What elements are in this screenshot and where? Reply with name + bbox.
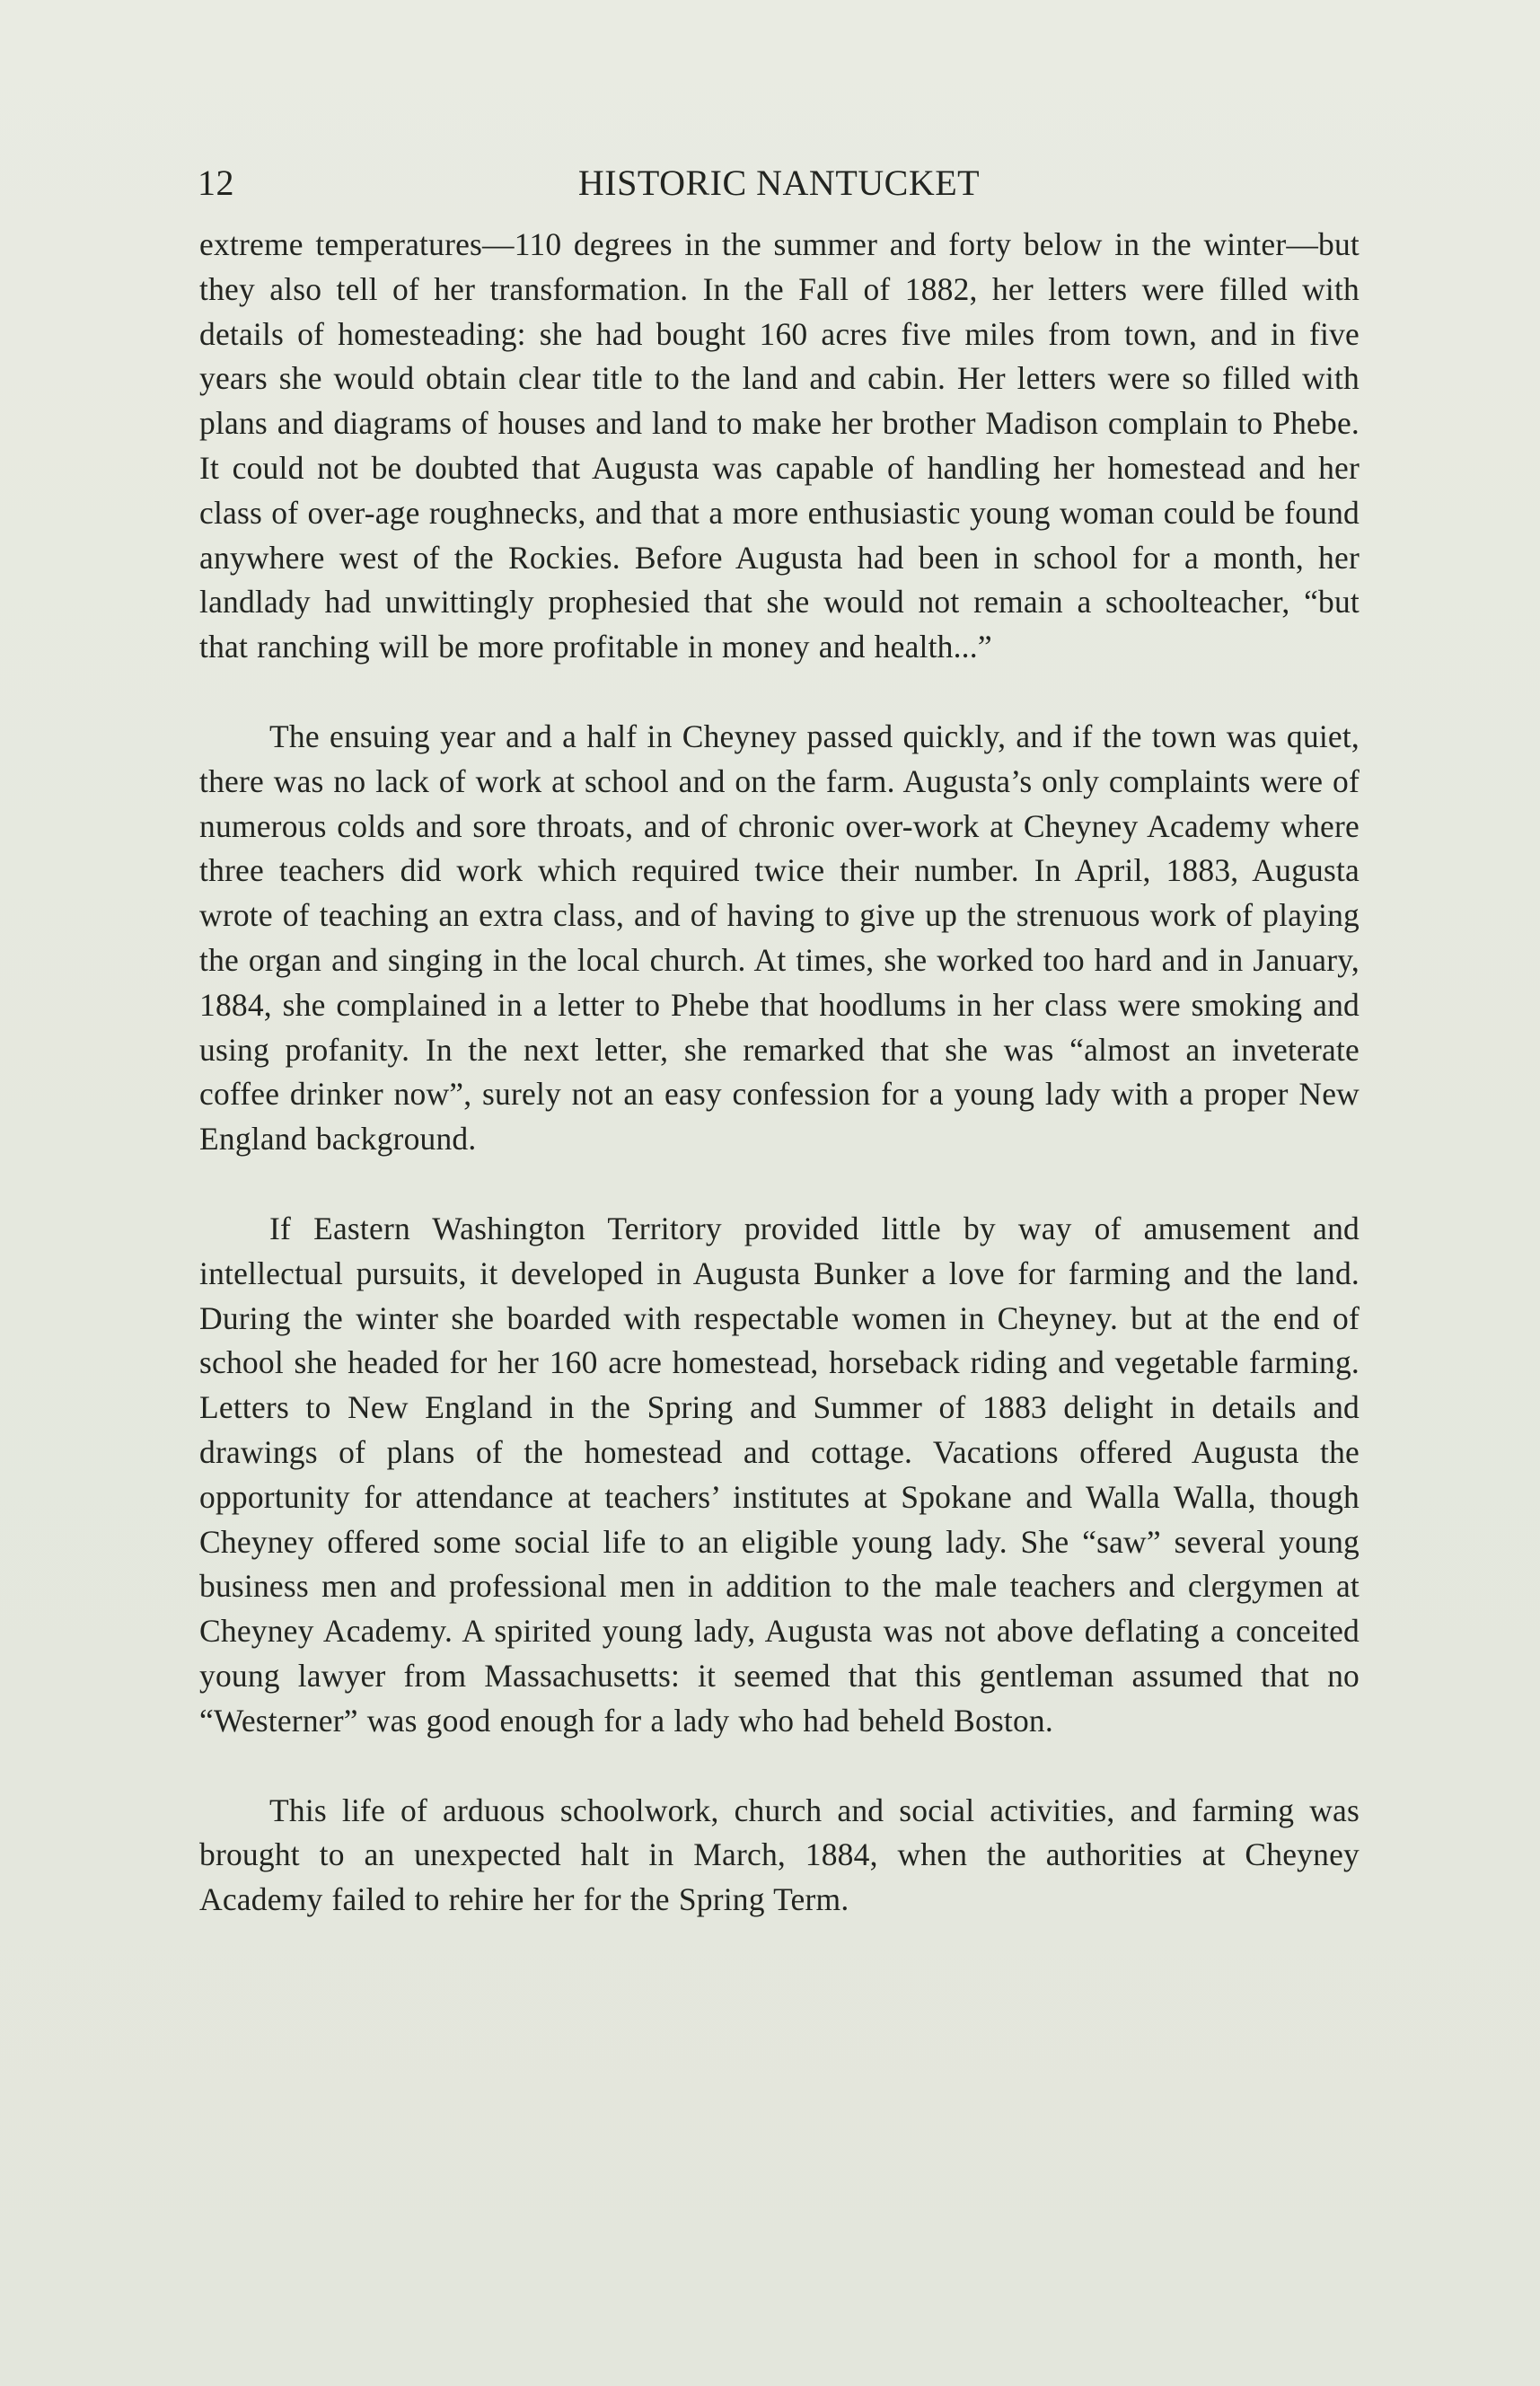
paragraph: If Eastern Washington Territory provided little by way of amusement and intellectual pursuits, it developed in Augusta Bunker a love for farming and the land. During the winter she boarded with respectable women in Cheyney. but at the end of school she headed for her 160 acre homestead, horseback riding and vegetable farming. Letters to New England in the Spring and Summer of 1883 delight in details and drawings of plans of the homestead and cottage. Vacations offered Augusta the opportunity for attendance at teachers’ institutes at Spokane and Walla Walla, though Cheyney offered some social life to an eligible young lady. She “saw” several young business men and professional men in addition to the male teachers and clergymen at Cheyney Academy. A spirited young lady, Augusta was not above deflating a conceited young lawyer from Massachusetts: it seemed that this gentleman assumed that no “Westerner” was good enough for a lady who had beheld Boston. — [199, 1210, 1360, 1739]
running-head — [198, 162, 1360, 216]
page-number: 12 — [198, 163, 234, 203]
running-head-title: HISTORIC NANTUCKET — [577, 163, 981, 203]
paragraph: The ensuing year and a half in Cheyney passed quickly, and if the town was quiet, there was no lack of work at school and on the farm. Augusta’s only complaints were of numerous colds and sore throats, and of chronic over-work at Cheyney Academy where three teachers did work which required twice their number. In April, 1883, Augusta wrote of teaching an extra class, and of having to give up the strenuous work of playing the organ and singing in the local church. At times, she worked too hard and in January, 1884, she complained in a letter to Phebe that hoodlums in her class were smoking and using profanity. In the next letter, she remarked that she was “almost an inveterate coffee drinker now”, surely not an easy confession for a young lady with a proper New England background. — [199, 718, 1360, 1158]
paragraph: This life of arduous schoolwork, church and social activities, and farming was brought to an unexpected halt in March, 1884, when the authorities at Cheyney Academy failed to rehire her for the Spring Term. — [199, 1792, 1360, 1918]
body-text — [199, 223, 1360, 1968]
paragraph-continued: extreme temperatures—110 degrees in the summer and forty below in the winter—but they also tell of her transformation. In the Fall of 1882, her letters were filled with details of homesteading: she had bought 160 acres five miles from town, and in five years she would obtain clear title to the land and cabin. Her letters were so filled with plans and diagrams of houses and land to make her brother Madison complain to Phebe. It could not be doubted that Augusta was capable of handling her homestead and her class of over-age roughnecks, and that a more enthusiastic young woman could be found anywhere west of the Rockies. Before Augusta had been in school for a month, her landlady had unwittingly prophesied that she would not remain a schoolteacher, “but that ranching will be more profitable in money and health...” — [199, 226, 1360, 665]
